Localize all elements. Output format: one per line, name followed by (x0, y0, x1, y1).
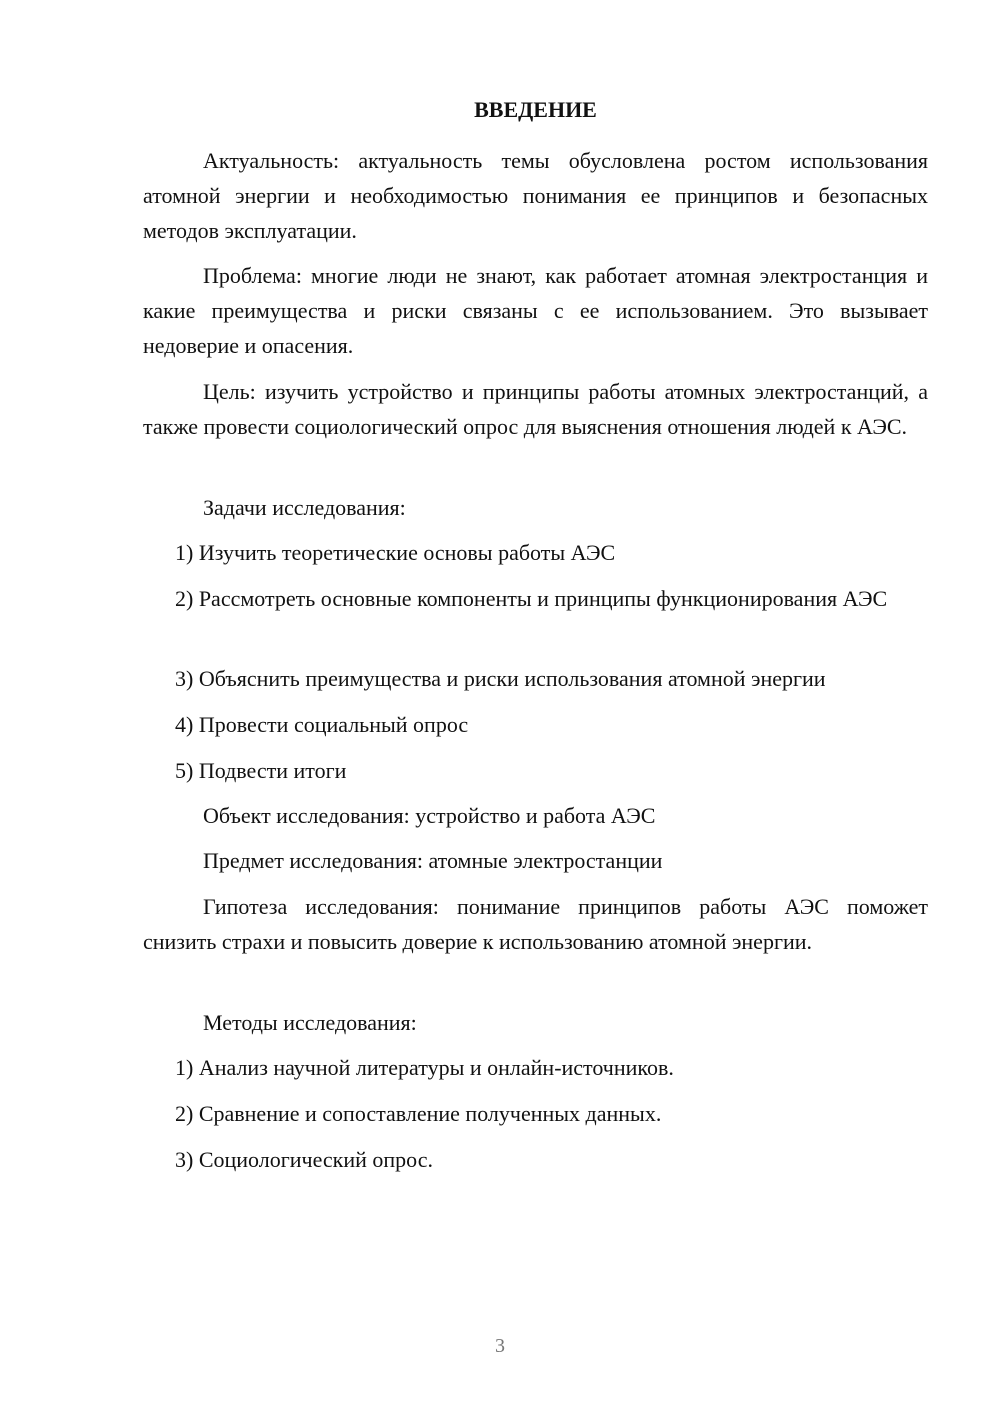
hypothesis-paragraph: Гипотеза исследования: понимание принципов работы АЭС поможет снизить страхи и повысить доверие к использованию атомной энергии. (143, 894, 928, 954)
task-item: 2) Рассмотреть основные компоненты и принципы функционирования АЭС (175, 586, 888, 611)
page-number: 3 (495, 1335, 505, 1357)
methods-heading: Методы исследования: (203, 1010, 417, 1035)
method-item: 2) Сравнение и сопоставление полученных данных. (175, 1101, 662, 1126)
task-item: 1) Изучить теоретические основы работы АЭС (175, 540, 616, 565)
object-paragraph: Объект исследования: устройство и работа АЭС (203, 803, 656, 828)
method-item: 3) Социологический опрос. (175, 1147, 433, 1172)
tasks-heading: Задачи исследования: (203, 495, 406, 520)
problem-paragraph: Проблема: многие люди не знают, как работает атомная электростанция и какие преимущества и риски связаны с ее использованием. Это вызывает недоверие и опасения. (143, 263, 928, 358)
task-item: 4) Провести социальный опрос (175, 712, 469, 737)
task-item: 3) Объяснить преимущества и риски использования атомной энергии (175, 666, 826, 691)
section-title: ВВЕДЕНИЕ (474, 97, 597, 122)
relevance-paragraph: Актуальность: актуальность темы обусловлена ростом использования атомной энергии и необходимостью понимания ее принципов и безопасных методов эксплуатации. (143, 148, 928, 243)
subject-paragraph: Предмет исследования: атомные электростанции (203, 848, 663, 873)
goal-paragraph: Цель: изучить устройство и принципы работы атомных электростанций, а также провести социологический опрос для выяснения отношения людей к АЭС. (143, 379, 928, 439)
method-item: 1) Анализ научной литературы и онлайн-источников. (175, 1055, 674, 1080)
task-item: 5) Подвести итоги (175, 758, 347, 783)
